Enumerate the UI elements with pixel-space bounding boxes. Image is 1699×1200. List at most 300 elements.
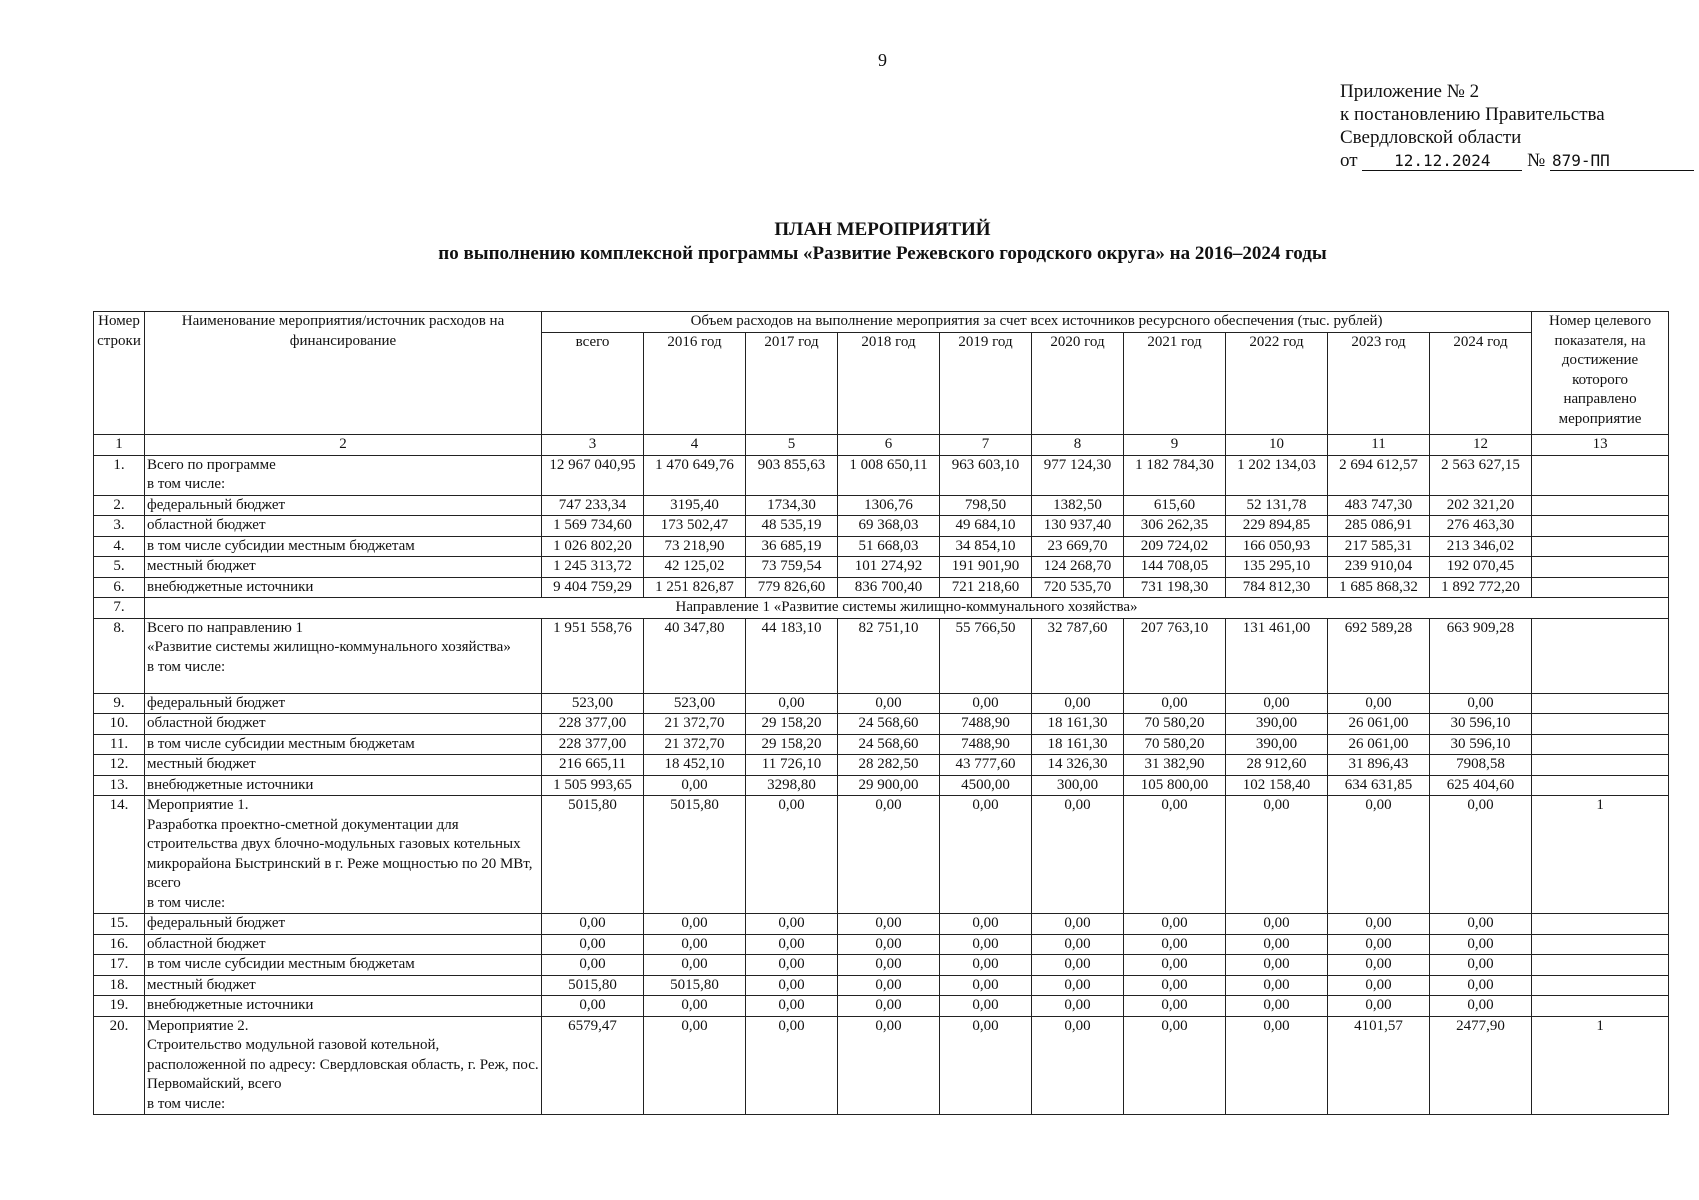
row-value: 0,00 bbox=[838, 996, 940, 1017]
table-row bbox=[94, 796, 1669, 914]
row-value: 131 461,00 bbox=[1226, 618, 1328, 693]
row-value: 6579,47 bbox=[542, 1016, 644, 1115]
row-value: 0,00 bbox=[838, 955, 940, 976]
row-value: 836 700,40 bbox=[838, 577, 940, 598]
row-value: 124 268,70 bbox=[1032, 557, 1124, 578]
row-value: 977 124,30 bbox=[1032, 455, 1124, 495]
row-name: областной бюджет bbox=[145, 934, 542, 955]
row-value: 0,00 bbox=[746, 955, 838, 976]
row-value: 721 218,60 bbox=[940, 577, 1032, 598]
row-value: 28 912,60 bbox=[1226, 755, 1328, 776]
appendix-line-1: Приложение № 2 bbox=[1340, 81, 1480, 102]
table-row bbox=[94, 693, 1669, 714]
row-name: федеральный бюджет bbox=[145, 693, 542, 714]
row-value: 0,00 bbox=[940, 996, 1032, 1017]
row-value: 0,00 bbox=[542, 996, 644, 1017]
row-value: 0,00 bbox=[1328, 914, 1430, 935]
row-number: 7. bbox=[94, 598, 145, 619]
row-value: 625 404,60 bbox=[1430, 775, 1532, 796]
row-number: 16. bbox=[94, 934, 145, 955]
column-index: 3 bbox=[542, 435, 644, 456]
row-value: 4500,00 bbox=[940, 775, 1032, 796]
row-value: 615,60 bbox=[1124, 495, 1226, 516]
row-value: 21 372,70 bbox=[644, 714, 746, 735]
row-value: 9 404 759,29 bbox=[542, 577, 644, 598]
row-name: Мероприятие 1. Разработка проектно-сметной документации для строительства двух блочно-модульных газовых котельных микрорайона Быстринский в г. Реже мощностью по 20 МВт, всего в том числе: bbox=[145, 796, 542, 914]
row-value: 0,00 bbox=[1124, 955, 1226, 976]
row-value: 48 535,19 bbox=[746, 516, 838, 537]
header-year: 2018 год bbox=[838, 332, 940, 435]
row-value: 306 262,35 bbox=[1124, 516, 1226, 537]
row-name: Всего по программе в том числе: bbox=[145, 455, 542, 495]
row-value: 102 158,40 bbox=[1226, 775, 1328, 796]
resolution-number: 879-ПП bbox=[1550, 152, 1694, 171]
row-value: 144 708,05 bbox=[1124, 557, 1226, 578]
row-value: 0,00 bbox=[644, 1016, 746, 1115]
row-value: 0,00 bbox=[644, 914, 746, 935]
row-value: 1 569 734,60 bbox=[542, 516, 644, 537]
row-value: 29 900,00 bbox=[838, 775, 940, 796]
row-number: 20. bbox=[94, 1016, 145, 1115]
row-indicator bbox=[1532, 455, 1669, 495]
row-value: 798,50 bbox=[940, 495, 1032, 516]
row-value: 0,00 bbox=[1226, 693, 1328, 714]
column-index: 13 bbox=[1532, 435, 1669, 456]
row-value: 1 245 313,72 bbox=[542, 557, 644, 578]
header-row-number: Номер строки bbox=[94, 312, 145, 435]
row-indicator bbox=[1532, 975, 1669, 996]
column-index: 5 bbox=[746, 435, 838, 456]
header-year: 2016 год bbox=[644, 332, 746, 435]
row-value: 7488,90 bbox=[940, 734, 1032, 755]
row-value: 0,00 bbox=[1032, 934, 1124, 955]
row-value: 191 901,90 bbox=[940, 557, 1032, 578]
row-indicator bbox=[1532, 755, 1669, 776]
row-value: 300,00 bbox=[1032, 775, 1124, 796]
row-value: 0,00 bbox=[838, 914, 940, 935]
row-number: 18. bbox=[94, 975, 145, 996]
row-number: 1. bbox=[94, 455, 145, 495]
row-value: 0,00 bbox=[1430, 996, 1532, 1017]
row-value: 229 894,85 bbox=[1226, 516, 1328, 537]
row-value: 285 086,91 bbox=[1328, 516, 1430, 537]
row-value: 0,00 bbox=[1032, 955, 1124, 976]
row-value: 0,00 bbox=[940, 955, 1032, 976]
row-value: 0,00 bbox=[1226, 934, 1328, 955]
row-number: 13. bbox=[94, 775, 145, 796]
row-value: 0,00 bbox=[1328, 996, 1430, 1017]
row-number: 14. bbox=[94, 796, 145, 914]
row-indicator: 1 bbox=[1532, 796, 1669, 914]
row-value: 784 812,30 bbox=[1226, 577, 1328, 598]
row-value: 1 182 784,30 bbox=[1124, 455, 1226, 495]
header-name: Наименование мероприятия/источник расходов на финансирование bbox=[145, 312, 542, 435]
row-value: 5015,80 bbox=[542, 975, 644, 996]
row-indicator bbox=[1532, 996, 1669, 1017]
column-index: 9 bbox=[1124, 435, 1226, 456]
table-row bbox=[94, 734, 1669, 755]
row-value: 1734,30 bbox=[746, 495, 838, 516]
table-row bbox=[94, 714, 1669, 735]
row-value: 0,00 bbox=[838, 975, 940, 996]
row-value: 1382,50 bbox=[1032, 495, 1124, 516]
table-row bbox=[94, 516, 1669, 537]
row-number: 5. bbox=[94, 557, 145, 578]
row-value: 1 008 650,11 bbox=[838, 455, 940, 495]
row-name: внебюджетные источники bbox=[145, 996, 542, 1017]
row-value: 0,00 bbox=[1032, 796, 1124, 914]
row-value: 213 346,02 bbox=[1430, 536, 1532, 557]
row-indicator bbox=[1532, 714, 1669, 735]
row-value: 0,00 bbox=[940, 934, 1032, 955]
row-value: 55 766,50 bbox=[940, 618, 1032, 693]
row-value: 0,00 bbox=[940, 1016, 1032, 1115]
row-value: 0,00 bbox=[1032, 693, 1124, 714]
number-label: № bbox=[1527, 150, 1546, 171]
row-value: 523,00 bbox=[542, 693, 644, 714]
header-volume: Объем расходов на выполнение мероприятия за счет всех источников ресурсного обеспечения (тыс. рублей) bbox=[542, 312, 1532, 333]
row-value: 0,00 bbox=[1226, 975, 1328, 996]
row-value: 14 326,30 bbox=[1032, 755, 1124, 776]
row-number: 6. bbox=[94, 577, 145, 598]
row-value: 207 763,10 bbox=[1124, 618, 1226, 693]
header-year: всего bbox=[542, 332, 644, 435]
row-value: 12 967 040,95 bbox=[542, 455, 644, 495]
row-value: 0,00 bbox=[1124, 796, 1226, 914]
row-value: 483 747,30 bbox=[1328, 495, 1430, 516]
table-row bbox=[94, 934, 1669, 955]
row-value: 24 568,60 bbox=[838, 714, 940, 735]
row-indicator bbox=[1532, 536, 1669, 557]
row-value: 44 183,10 bbox=[746, 618, 838, 693]
row-value: 0,00 bbox=[1124, 914, 1226, 935]
header-year: 2019 год bbox=[940, 332, 1032, 435]
from-label: от bbox=[1340, 150, 1358, 171]
row-value: 747 233,34 bbox=[542, 495, 644, 516]
appendix-line-3: Свердловской области bbox=[1340, 127, 1522, 148]
row-value: 1 026 802,20 bbox=[542, 536, 644, 557]
row-value: 0,00 bbox=[1430, 955, 1532, 976]
row-value: 32 787,60 bbox=[1032, 618, 1124, 693]
row-indicator bbox=[1532, 693, 1669, 714]
row-value: 779 826,60 bbox=[746, 577, 838, 598]
row-indicator: 1 bbox=[1532, 1016, 1669, 1115]
row-value: 5015,80 bbox=[542, 796, 644, 914]
row-value: 166 050,93 bbox=[1226, 536, 1328, 557]
row-name: в том числе субсидии местным бюджетам bbox=[145, 734, 542, 755]
row-value: 228 377,00 bbox=[542, 734, 644, 755]
row-value: 209 724,02 bbox=[1124, 536, 1226, 557]
row-name: местный бюджет bbox=[145, 975, 542, 996]
row-value: 130 937,40 bbox=[1032, 516, 1124, 537]
column-index: 11 bbox=[1328, 435, 1430, 456]
table-header-row bbox=[94, 312, 1669, 333]
column-index: 10 bbox=[1226, 435, 1328, 456]
row-value: 3298,80 bbox=[746, 775, 838, 796]
document-title bbox=[0, 218, 1699, 266]
row-value: 0,00 bbox=[1032, 996, 1124, 1017]
row-value: 0,00 bbox=[542, 934, 644, 955]
row-indicator bbox=[1532, 577, 1669, 598]
row-value: 0,00 bbox=[1328, 975, 1430, 996]
row-value: 0,00 bbox=[940, 796, 1032, 914]
row-value: 0,00 bbox=[746, 693, 838, 714]
row-number: 15. bbox=[94, 914, 145, 935]
row-number: 2. bbox=[94, 495, 145, 516]
row-value: 0,00 bbox=[1124, 1016, 1226, 1115]
row-name: областной бюджет bbox=[145, 516, 542, 537]
row-value: 1 892 772,20 bbox=[1430, 577, 1532, 598]
column-index: 7 bbox=[940, 435, 1032, 456]
row-value: 0,00 bbox=[746, 975, 838, 996]
row-value: 0,00 bbox=[746, 1016, 838, 1115]
row-value: 0,00 bbox=[1124, 975, 1226, 996]
row-value: 0,00 bbox=[644, 955, 746, 976]
row-value: 105 800,00 bbox=[1124, 775, 1226, 796]
row-value: 2 694 612,57 bbox=[1328, 455, 1430, 495]
row-value: 0,00 bbox=[1430, 693, 1532, 714]
direction-title: Направление 1 «Развитие системы жилищно-коммунального хозяйства» bbox=[145, 598, 1669, 619]
row-name: местный бюджет bbox=[145, 755, 542, 776]
row-value: 1 685 868,32 bbox=[1328, 577, 1430, 598]
row-value: 0,00 bbox=[644, 996, 746, 1017]
row-value: 692 589,28 bbox=[1328, 618, 1430, 693]
row-value: 963 603,10 bbox=[940, 455, 1032, 495]
row-value: 0,00 bbox=[1032, 914, 1124, 935]
row-value: 23 669,70 bbox=[1032, 536, 1124, 557]
table-row bbox=[94, 775, 1669, 796]
row-value: 70 580,20 bbox=[1124, 714, 1226, 735]
row-value: 26 061,00 bbox=[1328, 714, 1430, 735]
column-index: 1 bbox=[94, 435, 145, 456]
row-value: 2 563 627,15 bbox=[1430, 455, 1532, 495]
row-value: 29 158,20 bbox=[746, 714, 838, 735]
row-value: 0,00 bbox=[1032, 975, 1124, 996]
row-value: 228 377,00 bbox=[542, 714, 644, 735]
row-value: 0,00 bbox=[746, 934, 838, 955]
row-value: 0,00 bbox=[746, 996, 838, 1017]
row-value: 202 321,20 bbox=[1430, 495, 1532, 516]
row-value: 0,00 bbox=[1328, 955, 1430, 976]
column-index: 4 bbox=[644, 435, 746, 456]
row-value: 18 452,10 bbox=[644, 755, 746, 776]
table-row bbox=[94, 618, 1669, 693]
title-line-2: по выполнению комплексной программы «Развитие Режевского городского округа» на 2016–2024 годы bbox=[438, 243, 1327, 264]
row-value: 634 631,85 bbox=[1328, 775, 1430, 796]
row-indicator bbox=[1532, 516, 1669, 537]
table-row bbox=[94, 755, 1669, 776]
row-value: 73 759,54 bbox=[746, 557, 838, 578]
header-year: 2022 год bbox=[1226, 332, 1328, 435]
row-value: 18 161,30 bbox=[1032, 734, 1124, 755]
row-name: федеральный бюджет bbox=[145, 495, 542, 516]
row-value: 390,00 bbox=[1226, 714, 1328, 735]
row-value: 0,00 bbox=[838, 1016, 940, 1115]
row-indicator bbox=[1532, 495, 1669, 516]
row-value: 1 251 826,87 bbox=[644, 577, 746, 598]
row-name: внебюджетные источники bbox=[145, 577, 542, 598]
row-number: 17. bbox=[94, 955, 145, 976]
row-name: внебюджетные источники bbox=[145, 775, 542, 796]
row-value: 1 951 558,76 bbox=[542, 618, 644, 693]
row-value: 0,00 bbox=[1430, 914, 1532, 935]
column-index: 8 bbox=[1032, 435, 1124, 456]
row-value: 390,00 bbox=[1226, 734, 1328, 755]
row-value: 31 896,43 bbox=[1328, 755, 1430, 776]
row-value: 70 580,20 bbox=[1124, 734, 1226, 755]
row-indicator bbox=[1532, 955, 1669, 976]
row-value: 0,00 bbox=[1226, 955, 1328, 976]
row-value: 5015,80 bbox=[644, 796, 746, 914]
row-value: 42 125,02 bbox=[644, 557, 746, 578]
row-value: 0,00 bbox=[542, 914, 644, 935]
row-value: 0,00 bbox=[1328, 934, 1430, 955]
row-value: 73 218,90 bbox=[644, 536, 746, 557]
table-row bbox=[94, 577, 1669, 598]
row-number: 9. bbox=[94, 693, 145, 714]
row-value: 30 596,10 bbox=[1430, 714, 1532, 735]
header-year: 2021 год bbox=[1124, 332, 1226, 435]
row-value: 2477,90 bbox=[1430, 1016, 1532, 1115]
row-value: 0,00 bbox=[746, 796, 838, 914]
table-row bbox=[94, 455, 1669, 495]
row-indicator bbox=[1532, 934, 1669, 955]
table-row bbox=[94, 1016, 1669, 1115]
row-value: 0,00 bbox=[644, 775, 746, 796]
column-index: 2 bbox=[145, 435, 542, 456]
table-row bbox=[94, 975, 1669, 996]
row-value: 4101,57 bbox=[1328, 1016, 1430, 1115]
row-value: 0,00 bbox=[1430, 975, 1532, 996]
row-value: 0,00 bbox=[1328, 796, 1430, 914]
row-value: 0,00 bbox=[1226, 796, 1328, 914]
table-row bbox=[94, 557, 1669, 578]
table-row bbox=[94, 536, 1669, 557]
row-value: 43 777,60 bbox=[940, 755, 1032, 776]
row-value: 82 751,10 bbox=[838, 618, 940, 693]
row-value: 0,00 bbox=[1124, 934, 1226, 955]
row-value: 18 161,30 bbox=[1032, 714, 1124, 735]
row-name: федеральный бюджет bbox=[145, 914, 542, 935]
row-value: 3195,40 bbox=[644, 495, 746, 516]
header-year: 2023 год bbox=[1328, 332, 1430, 435]
row-value: 36 685,19 bbox=[746, 536, 838, 557]
row-number: 3. bbox=[94, 516, 145, 537]
appendix-line-4 bbox=[1340, 149, 1694, 172]
row-value: 0,00 bbox=[838, 796, 940, 914]
row-value: 24 568,60 bbox=[838, 734, 940, 755]
header-year: 2017 год bbox=[746, 332, 838, 435]
resolution-date: 12.12.2024 bbox=[1362, 152, 1522, 171]
row-value: 29 158,20 bbox=[746, 734, 838, 755]
row-value: 28 282,50 bbox=[838, 755, 940, 776]
row-value: 34 854,10 bbox=[940, 536, 1032, 557]
row-name: в том числе субсидии местным бюджетам bbox=[145, 955, 542, 976]
header-year: 2024 год bbox=[1430, 332, 1532, 435]
row-value: 663 909,28 bbox=[1430, 618, 1532, 693]
row-value: 0,00 bbox=[1430, 796, 1532, 914]
row-indicator bbox=[1532, 775, 1669, 796]
row-value: 0,00 bbox=[838, 693, 940, 714]
row-value: 0,00 bbox=[1124, 996, 1226, 1017]
table-index-row bbox=[94, 435, 1669, 456]
row-value: 30 596,10 bbox=[1430, 734, 1532, 755]
row-value: 217 585,31 bbox=[1328, 536, 1430, 557]
row-number: 11. bbox=[94, 734, 145, 755]
row-value: 21 372,70 bbox=[644, 734, 746, 755]
row-number: 10. bbox=[94, 714, 145, 735]
header-year: 2020 год bbox=[1032, 332, 1124, 435]
row-number: 19. bbox=[94, 996, 145, 1017]
row-number: 4. bbox=[94, 536, 145, 557]
row-name: Мероприятие 2. Строительство модульной газовой котельной, расположенной по адресу: Свердловская область, г. Реж, пос. Первомайский, всего в том числе: bbox=[145, 1016, 542, 1115]
row-value: 40 347,80 bbox=[644, 618, 746, 693]
row-value: 0,00 bbox=[1032, 1016, 1124, 1115]
row-value: 0,00 bbox=[1124, 693, 1226, 714]
row-indicator bbox=[1532, 914, 1669, 935]
row-value: 1 505 993,65 bbox=[542, 775, 644, 796]
row-value: 0,00 bbox=[1226, 914, 1328, 935]
row-value: 7908,58 bbox=[1430, 755, 1532, 776]
appendix-block bbox=[1340, 80, 1694, 172]
row-indicator bbox=[1532, 557, 1669, 578]
row-value: 0,00 bbox=[940, 693, 1032, 714]
row-value: 276 463,30 bbox=[1430, 516, 1532, 537]
row-value: 69 368,03 bbox=[838, 516, 940, 537]
appendix-line-2: к постановлению Правительства bbox=[1340, 104, 1605, 125]
row-value: 731 198,30 bbox=[1124, 577, 1226, 598]
row-name: Всего по направлению 1 «Развитие системы жилищно-коммунального хозяйства» в том числе: bbox=[145, 618, 542, 693]
row-value: 523,00 bbox=[644, 693, 746, 714]
row-value: 0,00 bbox=[940, 975, 1032, 996]
table-row bbox=[94, 914, 1669, 935]
row-value: 1 470 649,76 bbox=[644, 455, 746, 495]
row-value: 0,00 bbox=[1328, 693, 1430, 714]
row-value: 5015,80 bbox=[644, 975, 746, 996]
row-value: 0,00 bbox=[644, 934, 746, 955]
row-value: 0,00 bbox=[1430, 934, 1532, 955]
row-value: 0,00 bbox=[1226, 1016, 1328, 1115]
table-row bbox=[94, 955, 1669, 976]
header-indicator: Номер целевого показателя, на достижение которого направлено мероприятие bbox=[1532, 312, 1669, 435]
title-line-1: ПЛАН МЕРОПРИЯТИЙ bbox=[774, 219, 991, 240]
row-indicator bbox=[1532, 734, 1669, 755]
row-value: 49 684,10 bbox=[940, 516, 1032, 537]
row-value: 135 295,10 bbox=[1226, 557, 1328, 578]
row-value: 0,00 bbox=[746, 914, 838, 935]
row-value: 216 665,11 bbox=[542, 755, 644, 776]
row-value: 903 855,63 bbox=[746, 455, 838, 495]
table-row bbox=[94, 495, 1669, 516]
row-value: 7488,90 bbox=[940, 714, 1032, 735]
row-value: 0,00 bbox=[542, 955, 644, 976]
table-row bbox=[94, 996, 1669, 1017]
row-number: 8. bbox=[94, 618, 145, 693]
row-number: 12. bbox=[94, 755, 145, 776]
row-value: 0,00 bbox=[1226, 996, 1328, 1017]
row-value: 26 061,00 bbox=[1328, 734, 1430, 755]
row-value: 1306,76 bbox=[838, 495, 940, 516]
row-value: 101 274,92 bbox=[838, 557, 940, 578]
row-value: 0,00 bbox=[838, 934, 940, 955]
column-index: 6 bbox=[838, 435, 940, 456]
row-value: 173 502,47 bbox=[644, 516, 746, 537]
page-number: 9 bbox=[878, 50, 887, 70]
row-name: в том числе субсидии местным бюджетам bbox=[145, 536, 542, 557]
row-name: местный бюджет bbox=[145, 557, 542, 578]
column-index: 12 bbox=[1430, 435, 1532, 456]
plan-table bbox=[93, 311, 1669, 1115]
